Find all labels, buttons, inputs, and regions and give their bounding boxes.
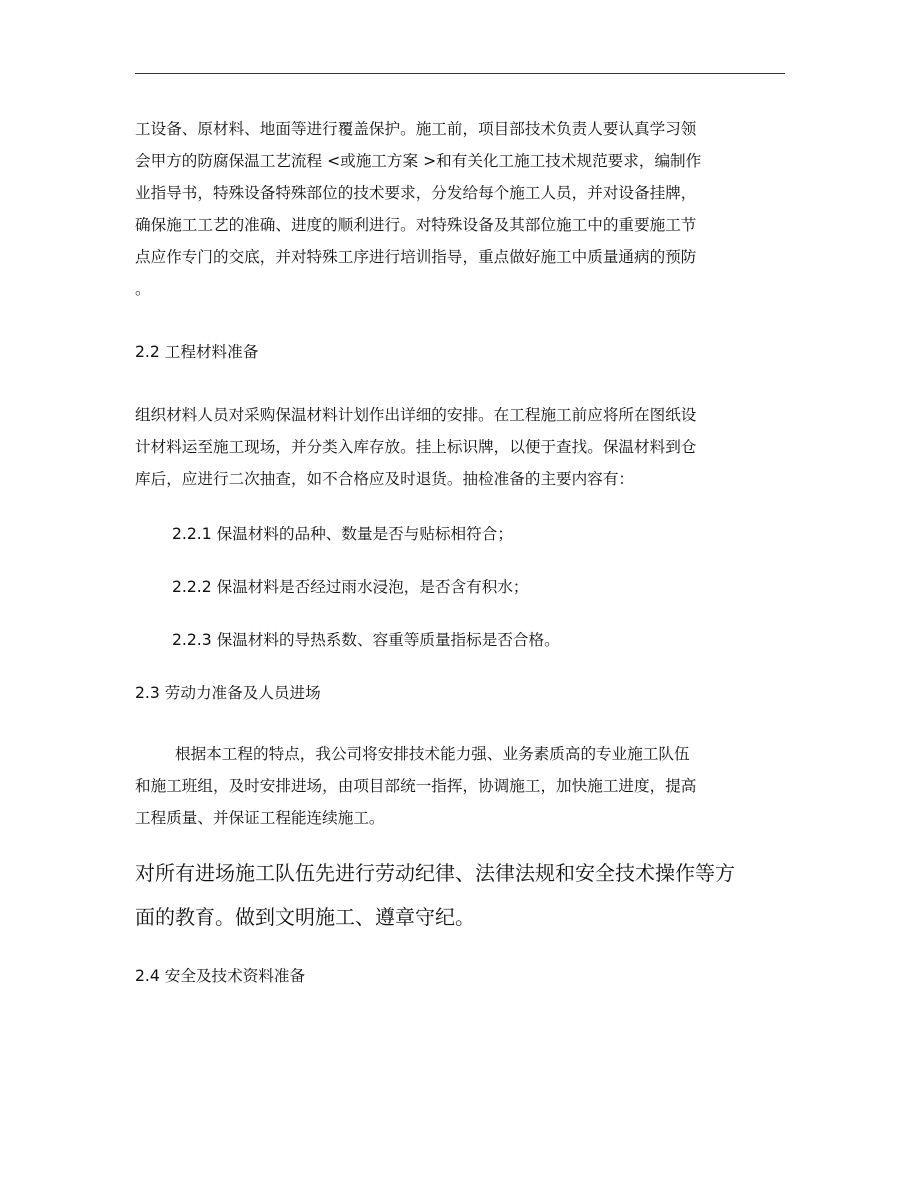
paragraph-1-line: 业指导书，特殊设备特殊部位的技术要求，分发给每个施工人员，并对设备挂牌， [135, 184, 697, 202]
paragraph-1-line: 工设备、原材料、地面等进行覆盖保护。施工前，项目部技术负责人要认真学习领 [135, 120, 697, 138]
paragraph-2-3-large [135, 851, 785, 939]
paragraph-2-3-line: 根据本工程的特点，我公司将安排技术能力强、业务素质高的专业施工队伍 [175, 745, 690, 763]
paragraph-2-3-line: 和施工班组，及时安排进场，由项目部统一指挥，协调施工，加快施工进度，提高 [135, 777, 697, 795]
paragraph-2-2-line: 计材料运至施工现场，并分类入库存放。挂上标识牌，以便于查找。保温材料到仓 [135, 438, 697, 456]
paragraph-2-3 [135, 738, 785, 834]
paragraph-2-2-line: 组织材料人员对采购保温材料计划作出详细的安排。在工程施工前应将所在图纸设 [135, 406, 697, 424]
paragraph-2-2-line: 库后，应进行二次抽查，如不合格应及时退货。抽检准备的主要内容有： [135, 470, 635, 488]
list-item-2-2-2: 2.2.2 保温材料是否经过雨水浸泡，是否含有积水； [172, 578, 529, 596]
list-item-2-2-1: 2.2.1 保温材料的品种、数量是否与贴标相符合； [172, 525, 513, 543]
paragraph-1-line: 会甲方的防腐保温工艺流程 <或施工方案 >和有关化工施工技术规范要求，编制作 [135, 152, 702, 170]
paragraph-1-line: 。 [135, 280, 151, 298]
header-rule [135, 73, 785, 74]
paragraph-1 [135, 113, 785, 305]
paragraph-2-2 [135, 399, 785, 495]
paragraph-2-3-large-line: 面的教育。做到文明施工、遵章守纪。 [135, 905, 475, 929]
heading-2-4: 2.4 安全及技术资料准备 [135, 967, 306, 985]
paragraph-2-3-large-line: 对所有进场施工队伍先进行劳动纪律、法律法规和安全技术操作等方 [135, 861, 735, 885]
paragraph-1-line: 点应作专门的交底，并对特殊工序进行培训指导，重点做好施工中质量通病的预防 [135, 248, 697, 266]
paragraph-2-3-line: 工程质量、并保证工程能连续施工。 [135, 809, 385, 827]
heading-2-3: 2.3 劳动力准备及人员进场 [135, 684, 321, 702]
heading-2-2: 2.2 工程材料准备 [135, 343, 259, 361]
paragraph-1-line: 确保施工工艺的准确、进度的顺利进行。对特殊设备及其部位施工中的重要施工节 [135, 216, 697, 234]
list-item-2-2-3: 2.2.3 保温材料的导热系数、容重等质量指标是否合格。 [172, 631, 560, 649]
